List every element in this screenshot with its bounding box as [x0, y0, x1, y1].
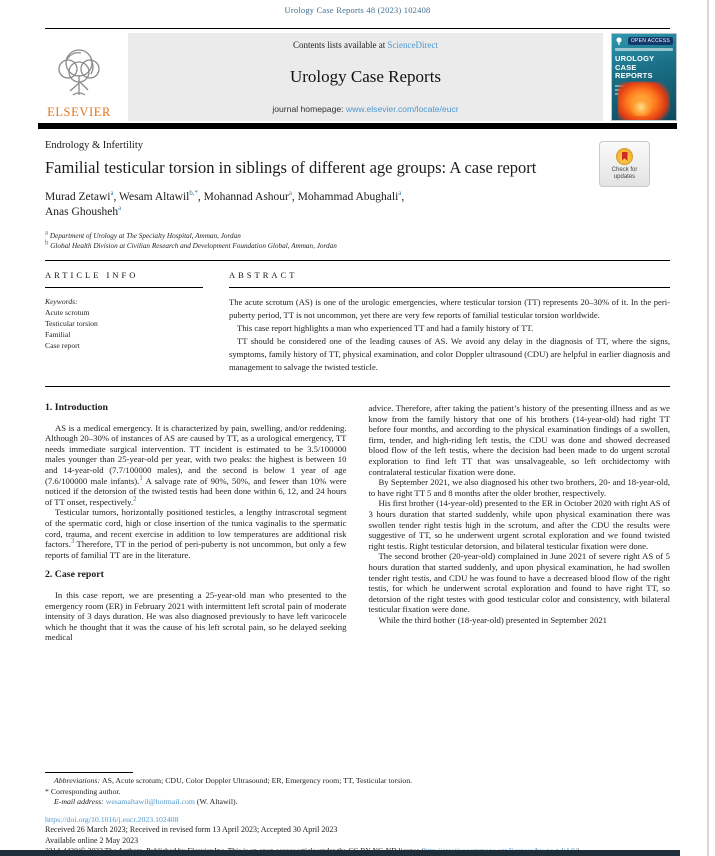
available-online: Available online 2 May 2023 [45, 835, 139, 845]
article-info-heading: ARTICLE INFO [45, 270, 203, 288]
article-info-abstract-block [45, 261, 670, 387]
article-section-label: Endrology & Infertility [45, 140, 143, 151]
abstract-paragraph: The acute scrotum (AS) is one of the urologic emergencies, where testicular torsion (TT) represents 20–30% of it. In the peri-puberty period, TT is not uncommon, yet there are very few reports of familial testicular torsion worldwide. [229, 297, 670, 320]
elsevier-logo[interactable] [38, 33, 120, 121]
body-paragraph: Testicular tumors, horizontally positioned testicles, a lengthy intrascrotal segment of the spermatic cord, high or close insertion of the tunica vaginalis to the spermatic cord, trauma, and recent exercise in addition to low temperatures are additional risk factors.$^3$ Therefore, TT in the period of peri-puberty is not uncommon, but only a few reports of familial TT are in the literature. [45, 507, 347, 560]
body-paragraph: By September 2021, we also diagnosed his other two brothers, 20- and 18-year-old, to have right TT 5 and 8 months after the older brother, respectively. [368, 477, 670, 498]
cover-tree-icon [615, 37, 623, 45]
elsevier-wordmark: ELSEVIER [47, 105, 111, 119]
keyword-item: Acute scrotum [45, 308, 90, 317]
abbreviations-note: Abbreviations: AS, Acute scrotum; CDU, Color Doppler Ultrasound; ER, Emergency room; TT, Testicular torsion. [54, 776, 413, 785]
body-paragraph: In this case report, we are presenting a 25-year-old man who presented to the emergency room (ER) in February 2021 with intermittent left scrotal pain of moderate intensity of 3 days duration. He was also diagnosed previously to have left varicocele which he thought that it was the cause of his left scrotal pain, so he delayed seeking medical [45, 589, 347, 643]
cover-kidney-highlight [630, 98, 652, 116]
check-for-updates-badge[interactable] [599, 141, 650, 187]
masthead-black-bar [38, 123, 677, 129]
section-heading-introduction: 1. Introduction [45, 402, 108, 413]
doi-link[interactable]: https://doi.org/10.1016/j.eucr.2023.102408 [45, 814, 179, 824]
journal-citation: Urology Case Reports 48 (2023) 102408 [284, 5, 431, 15]
article-body [45, 403, 670, 643]
homepage-line [272, 104, 458, 114]
affiliation-a: $^a$ Department of Urology at The Specialty Hospital, Amman, Jordan [45, 229, 241, 240]
cover-title-line1: UROLOGY [615, 54, 655, 63]
journal-banner [128, 33, 603, 121]
crossmark-icon [616, 148, 633, 165]
body-paragraph: His first brother (14-year-old) presented to the ER in October 2020 with right AS of 3 hours duration that started suddenly, while upon physical examination there was swollen tender right testis high in the scrotum, and after the CDU the results were suggestive of TT, so he underwent urgent scrotal exploration and we found twisted right testis. Right testicular detorsion, and bilateral testicular fixation were done. [368, 498, 670, 551]
authors-line1: Murad Zetawi$^a$, Wesam Altawil$^{b,*}$, Mohannad Ashour$^a$, Mohammad Abughali$^a$, [45, 190, 405, 203]
affiliations [45, 229, 670, 251]
elsevier-tree-icon [51, 45, 107, 103]
author-list [45, 190, 670, 220]
keyword-item: Testicular torsion [45, 319, 98, 328]
page-footer [45, 772, 670, 856]
abstract-paragraph: This case report highlights a man who experienced TT and had a family history of TT. [237, 323, 534, 333]
footnote-divider [45, 772, 133, 773]
authors-line2: Anas Ghousheh$^a$ [45, 205, 122, 218]
section-heading-case-report: 2. Case report [45, 569, 104, 581]
abstract-text [229, 296, 670, 374]
sciencedirect-link[interactable]: ScienceDirect [387, 40, 438, 50]
journal-cover-thumbnail[interactable] [611, 33, 677, 121]
bottom-dark-bar [0, 850, 680, 856]
affiliation-b: $^b$ Global Health Division at Civilian Research and Development Foundation Global, Amman, Jordan [45, 239, 337, 250]
homepage-prefix: journal homepage: [272, 104, 346, 114]
corresponding-author-note: * Corresponding author. [45, 786, 121, 796]
open-access-badge: OPEN ACCESS [628, 37, 673, 45]
keywords-list [45, 296, 203, 351]
check-updates-text2: updates [613, 173, 636, 180]
contents-line [293, 40, 438, 50]
check-updates-text1: Check for [611, 167, 638, 173]
keyword-item: Familial [45, 330, 71, 339]
homepage-link[interactable]: www.elsevier.com/locate/eucr [345, 104, 459, 114]
body-paragraph: The second brother (20-year-old) complained in June 2021 of severe right AS of 5 hours duration that started suddenly, and upon physical examination, he had swollen tender right testis, and CDU he was found to have a decreased blood flow of the right testis, for which he underwent scrotal exploration and found to have right TT, so detorsion of the right testes with good testicular color and consistency, with bilateral testicular fixation were done. [368, 551, 670, 615]
masthead [38, 33, 677, 121]
abstract-heading: ABSTRACT [229, 270, 670, 288]
right-column [369, 403, 671, 643]
cover-title-line2: CASE REPORTS [615, 62, 653, 80]
left-column [45, 403, 347, 643]
keywords-label: Keywords: [45, 297, 78, 306]
journal-title: Urology Case Reports [289, 67, 442, 86]
contents-prefix: Contents lists available at [293, 40, 388, 50]
keyword-item: Case report [45, 341, 80, 350]
body-paragraph: While the third bother (18-year-old) presented in September 2021 [378, 614, 608, 625]
article-title: Familial testicular torsion in siblings of different age groups: A case report [45, 158, 537, 177]
top-rule [45, 28, 670, 29]
body-paragraph: AS is a medical emergency. It is characterized by pain, swelling, and/or reddening. Although 20–30% of instances of AS are caused by TT, as a urological emergency, TT needs immediate surgical intervention. TT incident is estimated to be 3.5/100000 males younger than 25-year-old per year, with two peaks: the highest is between 10 and 14-year-old (7.7/100000 males), and the second is below 1 year of age (7.6/100000 male infants).$^1$ A salvage rate of 90%, 50%, and fewer than 10% were noticed if the detorsion of the twisted testis had been done within 6, 12, and 24 hours of TT onset, respectively.$^2$ [45, 422, 347, 507]
body-paragraph: advice. Therefore, after taking the patient’s history of the presenting illness and as we know from the family history that one of his brothers (14-year-old) had right TT before four months, and according to the physical examination findings of a swollen, firm, tender, and high-riding left testis, the CDU was done and showed decreased blood flow of the left testis, where the decision had been made to do urgent scrotal exploration to find left TT that was unsalvageable, so left orchidectomy with contralateral testicular fixation were done. [368, 403, 670, 477]
received-dates: Received 26 March 2023; Received in revised form 13 April 2023; Accepted 30 April 2023 [45, 825, 338, 834]
page-edge-shadow [707, 0, 709, 856]
email-note: E-mail address: wesamaltawil@hotmail.com (W. Altawil). [54, 797, 238, 806]
abstract-paragraph: TT should be considered one of the leading causes of AS. We avoid any delay in the diagnosis of TT, where the signs, symptoms, family history of TT, physical examination, and color Doppler ultrasound (CDU) are helpful in earlier diagnosis and management to salvage the twisted testicle. [229, 336, 670, 372]
